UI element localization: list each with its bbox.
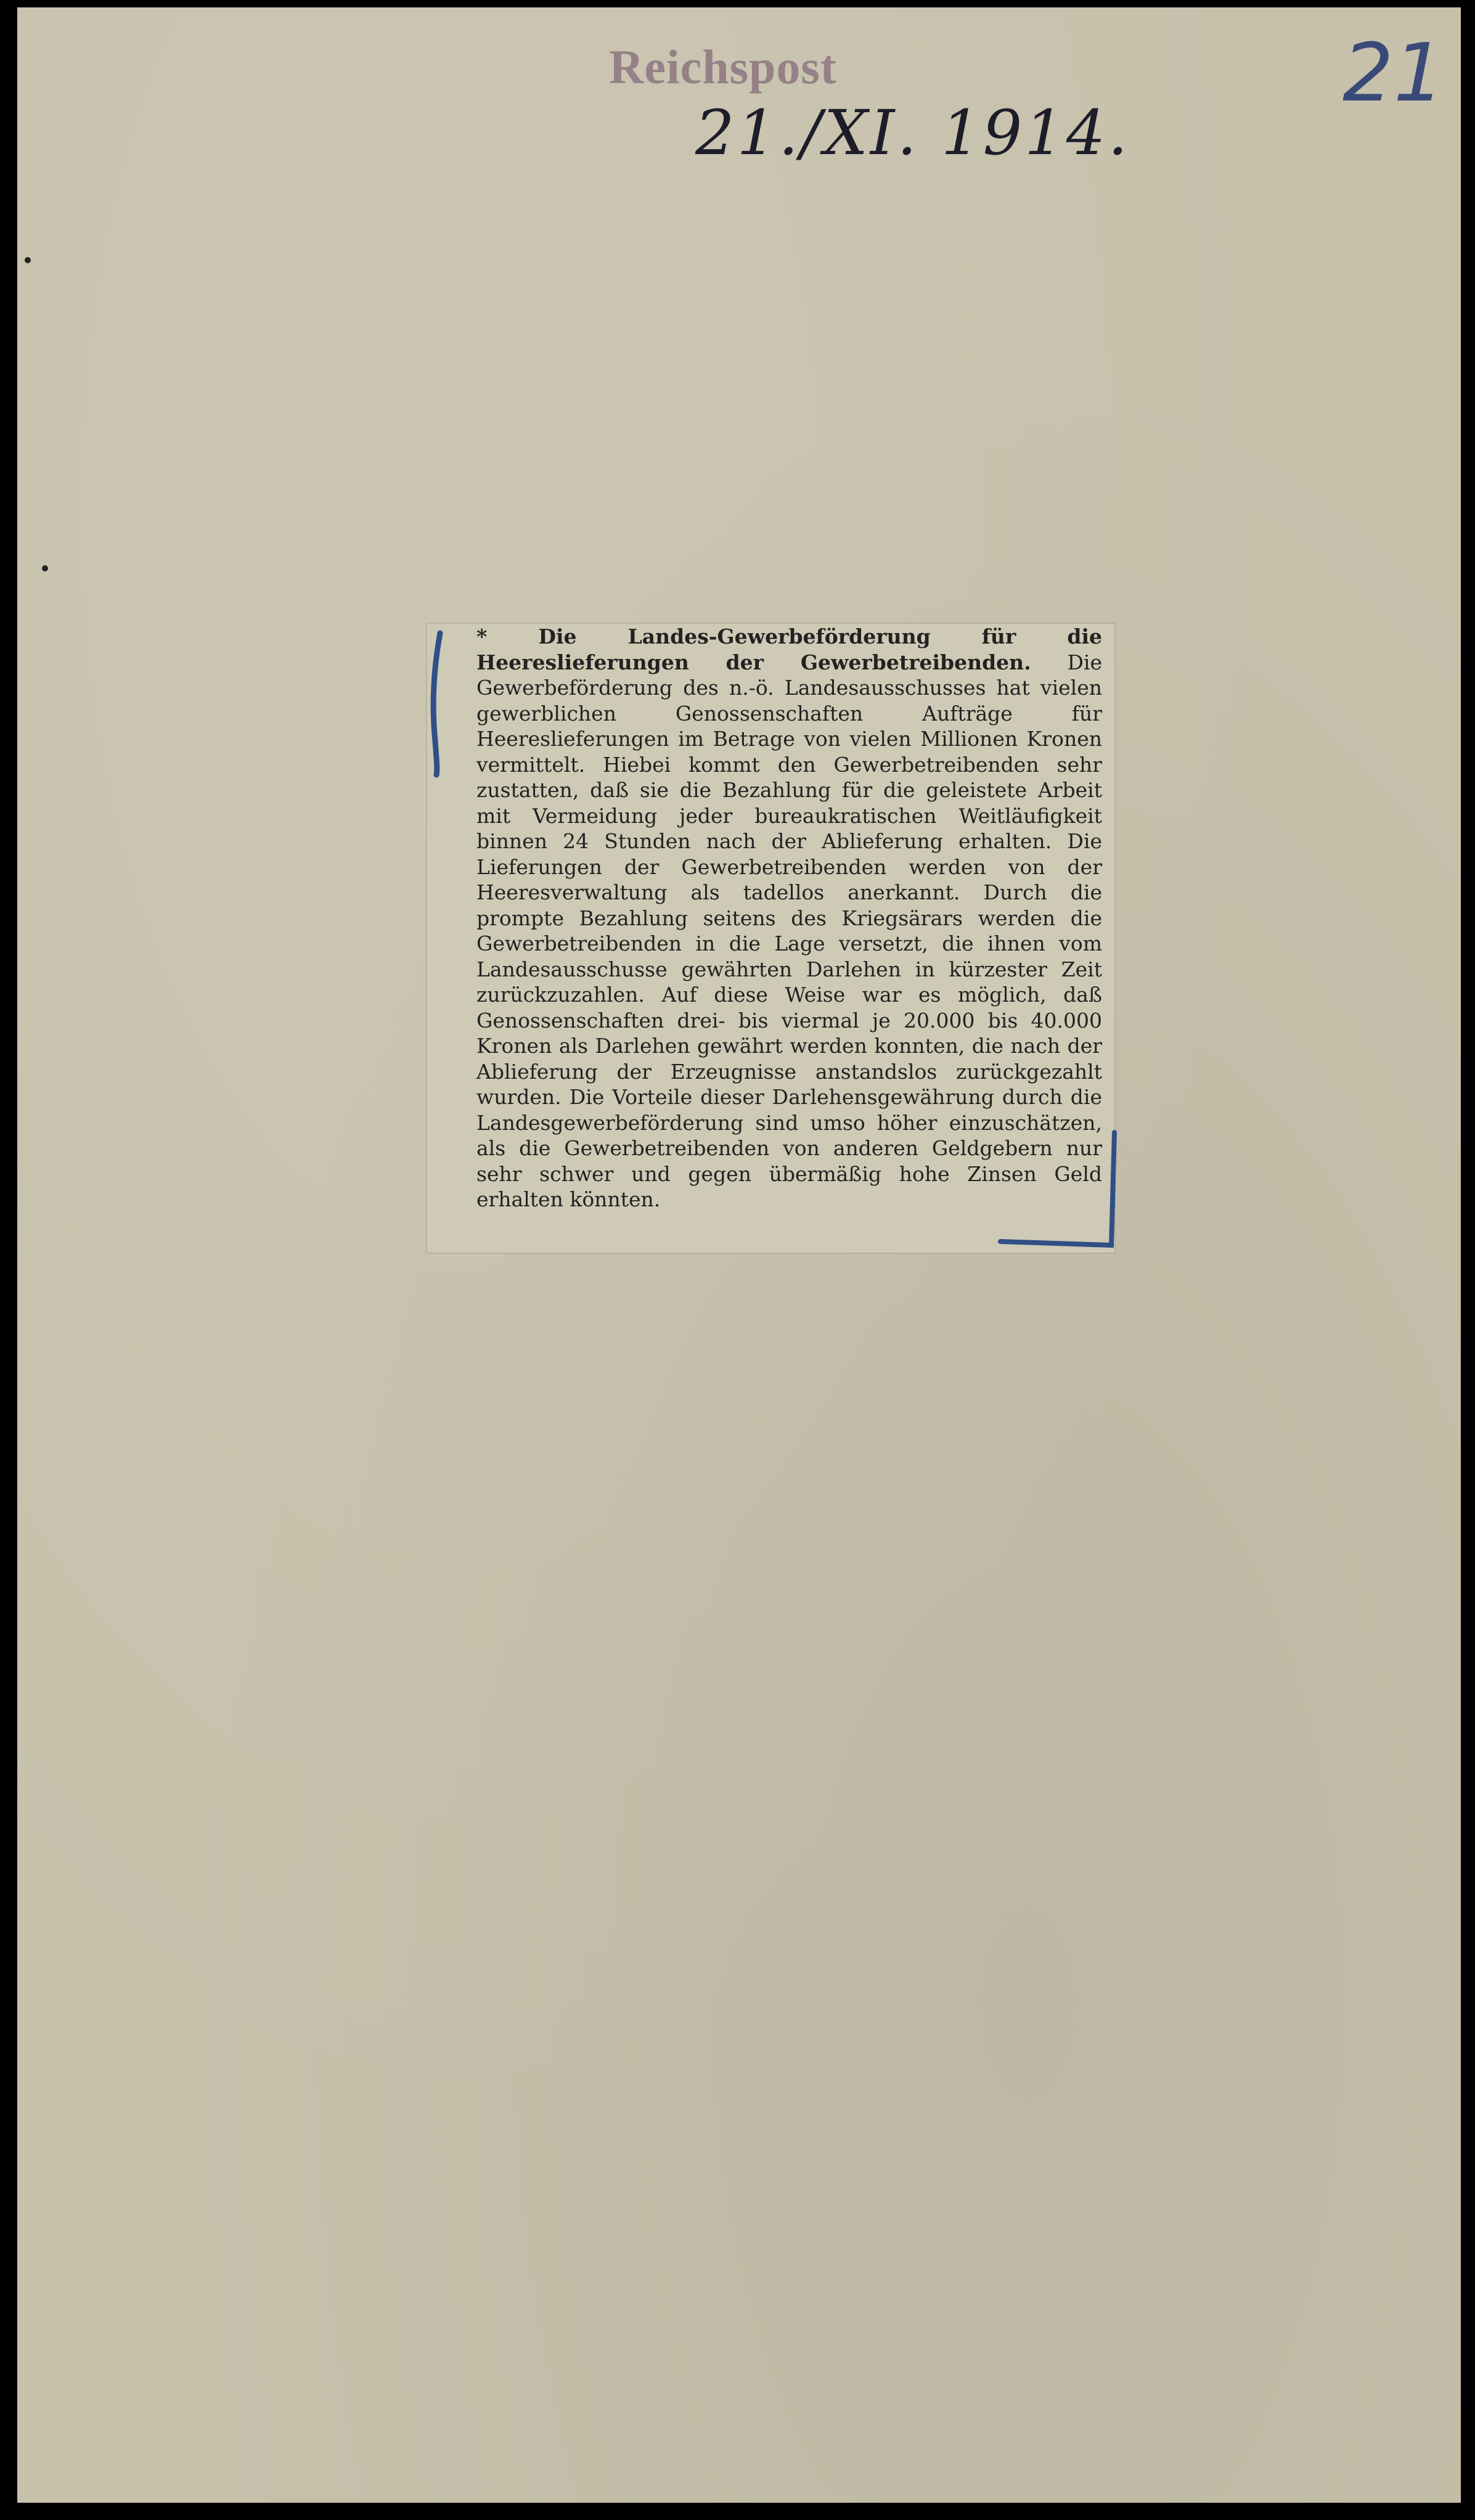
page-number: 21 [1342,26,1445,120]
blue-pencil-mark-icon [429,630,447,778]
archive-sheet [17,7,1461,2503]
article-body: Die Gewerbeförderung des n.-ö. Landesausschusses hat vielen gewerblichen Genossenschaften Aufträge für Heereslieferungen im Betrage von vielen Millionen Kronen vermittelt. Hiebei kommt den Gewerbetreibenden sehr zustatten, daß sie die Bezahlung für die geleistete Arbeit mit Vermeidung jeder bureaukratischen Weitläufigkeit binnen 24 Stunden nach der Ablieferung erhalten. Die Lieferungen der Gewerbetreibenden werden von der Heeresverwaltung als tadellos anerkannt. Durch die prompte Bezahlung seitens des Kriegsärars werden die Gewerbetreibenden in die Lage versetzt, die ihnen vom Landesausschusse gewährten Darlehen in kürzester Zeit zurückzuzahlen. Auf diese Weise war es möglich, daß Genossenschaften drei- bis viermal je 20.000 bis 40.000 Kronen als Darlehen gewährt werden konnten, die nach der Ablieferung der Erzeugnisse anstandslos zurückgezahlt wurden. Die Vorteile dieser Darlehensgewährung durch die Landesgewerbeförderung sind umso höher einzuschätzen, als die Gewerbetreibenden von anderen Geldgebern nur sehr schwer und gegen übermäßig hohe Zinsen Geld erhalten könnten. [476,650,1102,1211]
margin-mark [42,565,48,571]
article-text [476,624,1102,1213]
article-headline: * Die Landes-Gewerbeförderung für die Heereslieferungen der Gewerbetreibenden. [476,624,1102,674]
handwritten-date: 21./XI. 1914. [695,97,1130,169]
blue-pencil-bracket-icon [997,1129,1121,1253]
margin-mark [25,257,31,263]
newspaper-stamp: Reichspost [609,40,837,94]
